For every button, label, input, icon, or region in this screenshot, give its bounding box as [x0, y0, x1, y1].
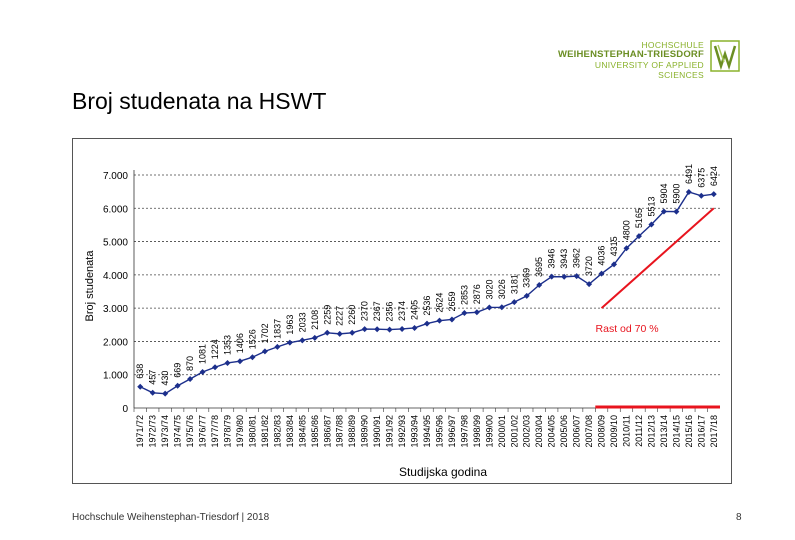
data-label: 669 — [172, 362, 183, 378]
data-label: 3962 — [571, 248, 582, 269]
x-tick-label: 2002/03 — [521, 415, 532, 448]
x-tick-label: 2015/16 — [683, 415, 694, 448]
data-label: 2033 — [297, 312, 308, 333]
x-tick-label: 1988/89 — [347, 415, 358, 448]
data-label: 4800 — [621, 220, 632, 241]
data-label: 4315 — [609, 236, 620, 257]
x-axis-label: Studijska godina — [398, 465, 488, 479]
y-tick-label: 1.000 — [102, 370, 128, 382]
data-label: 3720 — [584, 256, 595, 277]
data-label: 638 — [135, 363, 146, 379]
x-tick-label: 1972/73 — [147, 415, 158, 448]
data-label: 2356 — [384, 301, 395, 322]
y-axis-label: Broj studenata — [84, 250, 96, 322]
x-tick-label: 1976/77 — [197, 415, 208, 448]
growth-annotation: Rast od 70 % — [595, 323, 659, 336]
footer-text: Hochschule Weihenstephan-Triesdorf | 2018 — [72, 512, 270, 523]
x-tick-label: 1992/93 — [397, 415, 408, 448]
x-tick-label: 1995/96 — [434, 415, 445, 448]
x-tick-label: 2004/05 — [546, 415, 557, 448]
x-tick-label: 2003/04 — [534, 415, 545, 448]
x-tick-label: 1983/84 — [284, 415, 295, 448]
x-tick-label: 2013/14 — [658, 415, 669, 448]
data-label: 1406 — [234, 333, 245, 354]
x-tick-label: 1984/85 — [297, 415, 308, 448]
data-label: 3026 — [496, 279, 507, 300]
x-tick-label: 2017/18 — [708, 415, 719, 448]
y-tick-label: 2.000 — [102, 337, 128, 349]
x-tick-label: 1982/83 — [272, 415, 283, 448]
x-tick-label: 2016/17 — [696, 415, 707, 448]
x-tick-label: 1989/90 — [359, 415, 370, 448]
logo-line-1: HOCHSCHULE — [641, 40, 704, 50]
page-number: 8 — [736, 512, 742, 523]
x-tick-label: 1973/74 — [160, 415, 171, 448]
x-tick-label: 2008/09 — [596, 415, 607, 448]
data-label: 2259 — [322, 304, 333, 325]
x-tick-label: 1974/75 — [172, 415, 183, 448]
logo-line-2: WEIHENSTEPHAN-TRIESDORF — [557, 49, 704, 60]
data-label: 1837 — [272, 318, 283, 339]
x-tick-label: 1979/80 — [234, 415, 245, 448]
data-label: 1224 — [210, 339, 221, 360]
x-tick-label: 2009/10 — [609, 415, 620, 448]
data-label: 2108 — [309, 309, 320, 330]
data-label: 2374 — [397, 300, 408, 321]
chart-container — [72, 138, 732, 484]
hswt-logo-mark-icon — [710, 40, 740, 72]
x-tick-label: 1971/72 — [135, 415, 146, 448]
data-label: 6375 — [696, 167, 707, 188]
data-label: 457 — [147, 369, 158, 385]
logo-text — [552, 40, 704, 80]
data-label: 2260 — [347, 304, 358, 325]
x-tick-label: 2006/07 — [571, 415, 582, 448]
data-label: 2536 — [422, 295, 432, 316]
data-label: 2367 — [372, 301, 383, 322]
data-label: 1963 — [284, 314, 295, 335]
x-tick-label: 1977/78 — [210, 415, 221, 448]
x-tick-label: 1997/98 — [459, 415, 470, 448]
data-label: 3181 — [509, 274, 520, 295]
data-label: 2659 — [446, 291, 457, 312]
x-tick-label: 1985/86 — [309, 415, 320, 448]
x-tick-label: 1996/97 — [446, 415, 457, 448]
slide-title: Broj studenata na HSWT — [72, 88, 327, 114]
data-label: 6424 — [708, 166, 719, 187]
y-tick-label: 3.000 — [102, 304, 128, 316]
x-tick-label: 1986/87 — [322, 415, 333, 448]
data-label: 1353 — [222, 334, 233, 355]
y-tick-label: 6.000 — [102, 204, 128, 216]
data-label: 5513 — [646, 196, 657, 217]
x-tick-label: 1998/99 — [471, 415, 482, 448]
data-label: 3020 — [484, 279, 495, 300]
student-count-chart — [72, 138, 732, 484]
x-tick-label: 2014/15 — [671, 415, 682, 448]
data-label: 2624 — [434, 292, 445, 313]
x-tick-label: 1987/88 — [334, 415, 345, 448]
data-label: 5900 — [671, 183, 682, 204]
x-tick-label: 2001/02 — [509, 415, 520, 448]
data-label: 6491 — [683, 163, 694, 184]
x-tick-label: 1981/82 — [259, 415, 270, 448]
data-label: 1081 — [197, 343, 208, 365]
data-label: 5165 — [633, 208, 644, 229]
logo — [552, 40, 742, 80]
x-tick-label: 1993/94 — [409, 415, 420, 448]
y-tick-label: 5.000 — [102, 237, 128, 249]
data-label: 430 — [160, 370, 171, 386]
data-label: 2227 — [334, 305, 345, 326]
data-label: 3695 — [534, 256, 545, 278]
y-tick-label: 0 — [122, 404, 128, 415]
x-tick-label: 2005/06 — [559, 415, 570, 448]
data-label: 870 — [185, 356, 196, 372]
y-tick-label: 7.000 — [102, 171, 128, 182]
x-tick-label: 2011/12 — [633, 415, 644, 447]
logo-line-3: UNIVERSITY OF APPLIED SCIENCES — [594, 60, 704, 80]
data-label: 3369 — [521, 267, 532, 288]
x-tick-label: 1990/91 — [372, 415, 383, 448]
data-label: 2876 — [471, 284, 482, 305]
x-tick-label: 1975/76 — [185, 415, 196, 448]
x-tick-label: 1978/79 — [222, 415, 233, 448]
data-label: 2853 — [459, 285, 470, 306]
x-tick-label: 2007/08 — [584, 415, 595, 448]
x-tick-label: 2010/11 — [621, 415, 632, 447]
data-label: 5904 — [658, 183, 669, 204]
data-label: 1702 — [259, 323, 270, 344]
data-label: 3943 — [559, 248, 570, 269]
x-tick-label: 1994/95 — [422, 415, 432, 448]
data-label: 3946 — [546, 248, 557, 269]
x-tick-label: 1980/81 — [247, 415, 258, 448]
x-tick-label: 2012/13 — [646, 415, 657, 448]
data-label: 1526 — [247, 329, 258, 350]
y-tick-label: 4.000 — [102, 270, 128, 282]
data-label: 2405 — [409, 299, 420, 320]
data-label: 2370 — [359, 301, 370, 322]
x-tick-label: 1991/92 — [384, 415, 395, 448]
x-tick-label: 2000/01 — [496, 415, 507, 448]
data-label: 4036 — [596, 245, 607, 266]
x-tick-label: 1999/00 — [484, 415, 495, 448]
